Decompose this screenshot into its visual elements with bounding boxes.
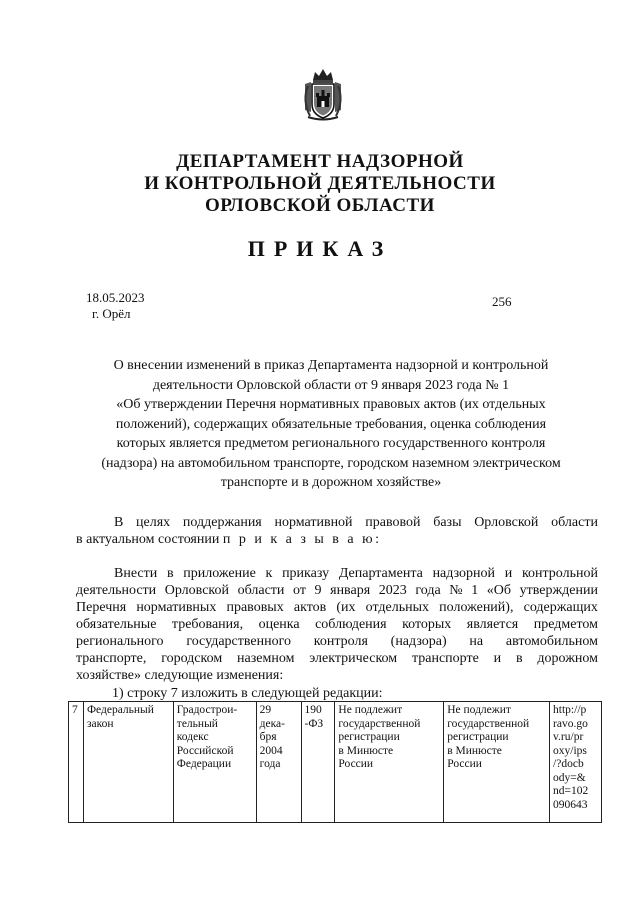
department-name-line-1: ДЕПАРТАМЕНТ НАДЗОРНОЙ — [176, 151, 464, 172]
word: транспорте, — [76, 651, 147, 666]
subject-line: которых является предметом регионального государственного контроля — [116, 436, 546, 451]
word: городском — [161, 651, 223, 666]
word: электрическом — [309, 651, 398, 666]
cell-text: 7 — [72, 704, 78, 716]
word: поддержания — [182, 515, 262, 530]
table-cell-act-name — [173, 702, 256, 823]
word: регионального — [76, 634, 164, 649]
subject-line: положений), содержащих обязательные требования, оценка соблюдения — [115, 416, 547, 432]
word: и — [504, 566, 513, 581]
amendment-item-1: 1) строку 7 изложить в следующей редакции: — [112, 686, 383, 701]
cell-text: 190 -ФЗ — [304, 704, 324, 730]
cell-text: Не подлежит государственной регистрации в Минюсте России — [338, 704, 421, 770]
word: к — [265, 566, 273, 581]
document-number: 256 — [492, 294, 512, 309]
word: деятельности — [76, 583, 157, 598]
department-name-line-2: И КОНТРОЛЬНОЙ ДЕЯТЕЛЬНОСТИ — [144, 173, 496, 194]
word: нормативных — [136, 600, 217, 615]
word: нормативной — [274, 515, 353, 530]
word: Внести — [114, 566, 158, 581]
subject-line: транспорте и в дорожном хозяйстве» — [220, 475, 442, 490]
word: актов — [293, 600, 327, 615]
word: содержащих — [523, 600, 598, 615]
coat-of-arms-icon — [300, 66, 346, 122]
word: и — [493, 651, 502, 666]
word: 9 — [314, 583, 322, 598]
document-subject — [78, 356, 584, 493]
word: контрольной — [521, 566, 598, 581]
word: требования, — [171, 617, 244, 632]
pravo-gov-link[interactable]: http://p ravo.go v.ru/pr oxy/ips /?docb ody=& nd=102 090643 — [553, 704, 589, 811]
word: января — [330, 583, 371, 598]
word: области — [551, 515, 598, 530]
word: (надзора) — [390, 634, 447, 649]
document-date: 18.05.2023 — [86, 290, 145, 305]
word: дорожном — [537, 651, 598, 666]
preamble-paragraph — [76, 514, 598, 548]
word: «Об — [486, 583, 512, 598]
document-city: г. Орёл — [92, 306, 131, 321]
table-cell-registration-2 — [444, 702, 550, 823]
word: правовой — [365, 515, 421, 530]
word: государственного — [186, 634, 291, 649]
word: области — [237, 583, 285, 598]
word: 2023 — [378, 583, 407, 598]
word: приложение — [183, 566, 256, 581]
word: автомобильном — [505, 634, 598, 649]
paragraph-line — [76, 633, 598, 650]
word: надзорной — [432, 566, 495, 581]
word: контроля — [313, 634, 368, 649]
word: на — [469, 634, 484, 649]
word: наземном — [237, 651, 295, 666]
word: отдельных — [365, 600, 430, 615]
subject-line: деятельности Орловской области от 9 января 2023 года № 1 — [152, 377, 510, 393]
word: положений), — [439, 600, 514, 615]
table-cell-link[interactable] — [550, 702, 602, 823]
word: которых — [402, 617, 452, 632]
cell-text: Федеральный закон — [86, 704, 154, 730]
word: года — [415, 583, 441, 598]
cell-text: 29 дека- бря 2004 года — [259, 704, 285, 770]
word: в — [515, 651, 523, 666]
subject-line: «Об утверждении Перечня нормативных правовых актов (их отдельных — [116, 397, 546, 412]
word: приказу — [282, 566, 330, 581]
paragraph-line — [76, 650, 598, 667]
word: обязательные — [76, 617, 157, 632]
table-cell-act-type — [83, 702, 173, 823]
word: предметом — [533, 617, 598, 632]
word: (их — [336, 600, 356, 615]
document-type-title: ПРИКАЗ — [247, 236, 393, 261]
paragraph-line — [76, 531, 598, 548]
table-cell-act-date — [256, 702, 301, 823]
subject-line: (надзора) на автомобильном транспорте, городском наземном электрическом — [101, 455, 561, 471]
word: В — [114, 515, 124, 530]
subject-line: О внесении изменений в приказ Департамента надзорной и контрольной — [113, 358, 549, 373]
word: от — [293, 583, 306, 598]
word: 1 — [471, 583, 479, 598]
table-cell-act-number — [301, 702, 335, 823]
cell-text: Градострои- тельный кодекс Российской Федерации — [176, 704, 238, 770]
table-cell-number — [69, 702, 84, 823]
word: утверждении — [519, 583, 598, 598]
word: в — [166, 566, 174, 581]
paragraph-line — [76, 582, 598, 599]
word: соблюдения — [315, 617, 387, 632]
word: является — [466, 617, 519, 632]
cell-text: Не подлежит государственной регистрации в Минюсте России — [447, 704, 530, 770]
paragraph-text: в актуальном состоянии — [76, 532, 220, 547]
paragraph-line — [76, 565, 598, 582]
word: Департамента — [338, 566, 423, 581]
word: изменения: — [216, 668, 284, 683]
paragraph-line — [76, 514, 598, 531]
word: правовых — [226, 600, 284, 615]
word: базы — [433, 515, 462, 530]
department-name-line-3: ОРЛОВСКОЙ ОБЛАСТИ — [205, 195, 435, 216]
word: транспорте — [411, 651, 479, 666]
word: целях — [136, 515, 171, 530]
order-verb: п р и к а з ы в а ю: — [222, 532, 382, 547]
amendment-paragraph — [76, 565, 598, 684]
word: Орловской — [164, 583, 229, 598]
table-cell-registration — [335, 702, 444, 823]
word: следующие — [144, 668, 213, 683]
amendment-table — [68, 701, 602, 823]
word: Орловской — [474, 515, 539, 530]
word: хозяйстве» — [76, 668, 142, 683]
word: оценка — [258, 617, 300, 632]
table-row — [69, 702, 602, 823]
word: № — [449, 583, 463, 598]
paragraph-line — [76, 667, 598, 684]
word: Перечня — [76, 600, 127, 615]
paragraph-line — [76, 599, 598, 616]
paragraph-line — [76, 616, 598, 633]
